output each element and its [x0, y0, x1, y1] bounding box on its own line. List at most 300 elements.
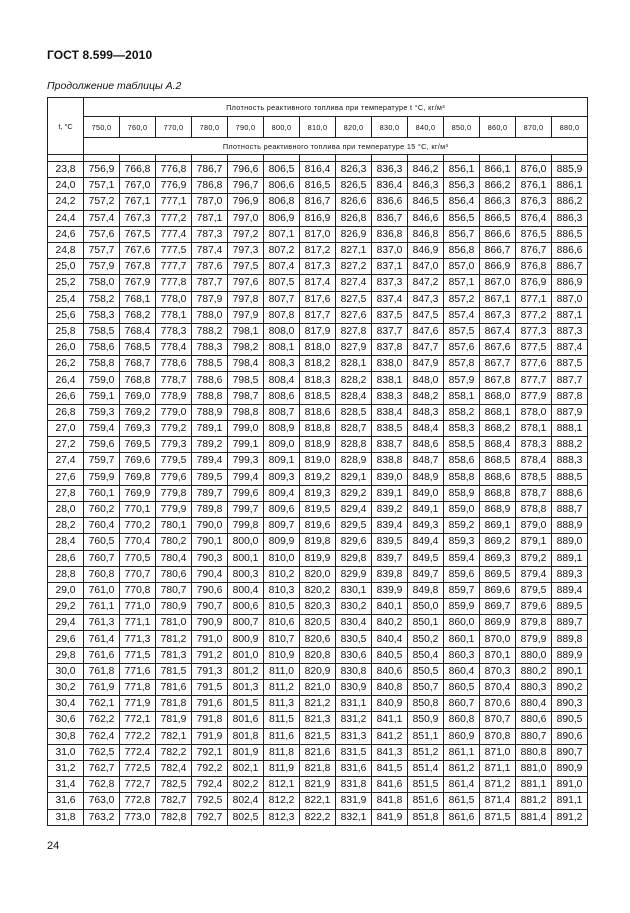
density-cell: 831,9: [336, 793, 372, 809]
density-cell: 777,7: [156, 259, 192, 275]
density-cell: 812,2: [264, 793, 300, 809]
density-cell: 879,5: [516, 582, 552, 598]
density-cell: 772,7: [120, 777, 156, 793]
density-cell: 799,7: [228, 501, 264, 517]
density-cell: 888,6: [552, 485, 588, 501]
density-cell: 866,1: [480, 162, 516, 178]
density-cell: 800,6: [228, 599, 264, 615]
density-cell: 856,3: [444, 178, 480, 194]
density-cell: 871,4: [480, 793, 516, 809]
temperature-cell: 27,4: [48, 453, 84, 469]
density-cell: 886,9: [552, 275, 588, 291]
density-cell: 880,3: [516, 680, 552, 696]
ref-density-header: 770,0: [156, 117, 192, 138]
density-cell: 850,1: [408, 615, 444, 631]
density-cell: 841,6: [372, 777, 408, 793]
density-cell: 816,5: [300, 178, 336, 194]
density-cell: 769,2: [120, 404, 156, 420]
density-cell: 820,5: [300, 615, 336, 631]
density-cell: 790,9: [192, 615, 228, 631]
table-row: [48, 615, 588, 631]
density-cell: 828,7: [336, 421, 372, 437]
density-cell: 879,4: [516, 566, 552, 582]
table-row: [48, 518, 588, 534]
density-cell: 861,5: [444, 793, 480, 809]
density-cell: 859,6: [444, 566, 480, 582]
density-cell: 857,4: [444, 307, 480, 323]
density-cell: 870,3: [480, 663, 516, 679]
table-row: [48, 242, 588, 258]
density-cell: 800,9: [228, 631, 264, 647]
density-cell: 780,9: [156, 599, 192, 615]
density-cell: 761,8: [84, 663, 120, 679]
density-cell: 846,2: [408, 162, 444, 178]
density-cell: 838,8: [372, 453, 408, 469]
density-cell: 848,2: [408, 388, 444, 404]
density-cell: 827,6: [336, 307, 372, 323]
density-cell: 818,9: [300, 437, 336, 453]
density-cell: 859,9: [444, 599, 480, 615]
density-cell: 869,6: [480, 582, 516, 598]
density-cell: 789,2: [192, 437, 228, 453]
density-cell: 831,8: [336, 777, 372, 793]
density-cell: 858,8: [444, 469, 480, 485]
density-cell: 868,8: [480, 485, 516, 501]
density-cell: 876,9: [516, 275, 552, 291]
density-cell: 799,1: [228, 437, 264, 453]
density-cell: 777,5: [156, 242, 192, 258]
density-cell: 778,4: [156, 340, 192, 356]
density-cell: 870,0: [480, 631, 516, 647]
temperature-cell: 31,4: [48, 777, 84, 793]
density-cell: 847,2: [408, 275, 444, 291]
density-cell: 790,4: [192, 566, 228, 582]
density-cell: 839,1: [372, 485, 408, 501]
density-cell: 879,9: [516, 631, 552, 647]
table-row: [48, 259, 588, 275]
density-cell: 787,7: [192, 275, 228, 291]
density-cell: 828,5: [336, 404, 372, 420]
density-cell: 867,7: [480, 356, 516, 372]
density-cell: 878,0: [516, 404, 552, 420]
temperature-cell: 30,6: [48, 712, 84, 728]
table-row: [48, 162, 588, 178]
density-cell: 819,0: [300, 453, 336, 469]
density-cell: 800,3: [228, 566, 264, 582]
density-cell: 821,6: [300, 744, 336, 760]
density-cell: 877,5: [516, 340, 552, 356]
density-cell: 821,5: [300, 728, 336, 744]
density-cell: 818,6: [300, 404, 336, 420]
density-cell: 886,5: [552, 226, 588, 242]
density-cell: 792,2: [192, 760, 228, 776]
density-cell: 850,2: [408, 631, 444, 647]
table-row: [48, 534, 588, 550]
density-cell: 771,3: [120, 631, 156, 647]
density-cell: 757,2: [84, 194, 120, 210]
density-cell: 885,9: [552, 162, 588, 178]
density-cell: 828,8: [336, 437, 372, 453]
density-cell: 847,7: [408, 340, 444, 356]
density-cell: 797,5: [228, 259, 264, 275]
density-cell: 867,4: [480, 323, 516, 339]
density-cell: 888,7: [552, 501, 588, 517]
density-cell: 760,1: [84, 485, 120, 501]
density-cell: 889,3: [552, 566, 588, 582]
density-cell: 857,0: [444, 259, 480, 275]
density-cell: 847,5: [408, 307, 444, 323]
reference-density-row: [48, 117, 588, 138]
density-cell: 878,3: [516, 437, 552, 453]
density-cell: 790,0: [192, 518, 228, 534]
density-cell: 876,3: [516, 194, 552, 210]
density-cell: 791,9: [192, 728, 228, 744]
density-cell: 840,1: [372, 599, 408, 615]
density-cell: 817,6: [300, 291, 336, 307]
density-cell: 781,0: [156, 615, 192, 631]
density-cell: 797,3: [228, 242, 264, 258]
density-cell: 820,8: [300, 647, 336, 663]
density-cell: 822,2: [300, 809, 336, 825]
density-cell: 797,9: [228, 307, 264, 323]
density-cell: 839,2: [372, 501, 408, 517]
density-cell: 817,3: [300, 259, 336, 275]
density-cell: 840,5: [372, 647, 408, 663]
density-cell: 886,6: [552, 242, 588, 258]
table-row: [48, 777, 588, 793]
density-cell: 858,6: [444, 453, 480, 469]
density-cell: 782,5: [156, 777, 192, 793]
table-row: [48, 712, 588, 728]
density-cell: 857,1: [444, 275, 480, 291]
density-cell: 760,7: [84, 550, 120, 566]
density-cell: 787,4: [192, 242, 228, 258]
density-cell: 858,9: [444, 485, 480, 501]
density-cell: 860,9: [444, 728, 480, 744]
density-cell: 809,9: [264, 534, 300, 550]
density-cell: 887,5: [552, 356, 588, 372]
density-cell: 879,2: [516, 550, 552, 566]
table-row: [48, 485, 588, 501]
density-cell: 779,5: [156, 453, 192, 469]
density-cell: 807,5: [264, 275, 300, 291]
density-cell: 773,0: [120, 809, 156, 825]
density-cell: 879,6: [516, 599, 552, 615]
density-cell: 888,1: [552, 421, 588, 437]
density-cell: 887,9: [552, 404, 588, 420]
density-cell: 829,2: [336, 485, 372, 501]
density-cell: 798,7: [228, 388, 264, 404]
density-cell: 867,3: [480, 307, 516, 323]
density-cell: 812,1: [264, 777, 300, 793]
density-cell: 846,5: [408, 194, 444, 210]
density-cell: 801,0: [228, 647, 264, 663]
density-cell: 800,4: [228, 582, 264, 598]
table-row: [48, 566, 588, 582]
density-cell: 851,5: [408, 777, 444, 793]
density-cell: 851,6: [408, 793, 444, 809]
density-cell: 779,2: [156, 421, 192, 437]
temperature-cell: 31,6: [48, 793, 84, 809]
temperature-cell: 26,8: [48, 404, 84, 420]
density-cell: 867,0: [480, 275, 516, 291]
density-cell: 758,3: [84, 307, 120, 323]
density-cell: 850,5: [408, 663, 444, 679]
temperature-cell: 27,6: [48, 469, 84, 485]
temperature-cell: 26,0: [48, 340, 84, 356]
temperature-cell: 27,2: [48, 437, 84, 453]
density-cell: 880,2: [516, 663, 552, 679]
density-cell: 871,0: [480, 744, 516, 760]
table-row: [48, 663, 588, 679]
density-cell: 880,7: [516, 728, 552, 744]
density-cell: 781,8: [156, 696, 192, 712]
density-cell: 860,4: [444, 663, 480, 679]
density-cell: 762,1: [84, 696, 120, 712]
density-cell: 769,6: [120, 453, 156, 469]
density-cell: 782,4: [156, 760, 192, 776]
density-cell: 806,8: [264, 194, 300, 210]
density-cell: 796,9: [228, 194, 264, 210]
density-cell: 817,9: [300, 323, 336, 339]
temperature-column-header: t, °C: [48, 98, 84, 155]
density-cell: 848,9: [408, 469, 444, 485]
density-cell: 796,6: [228, 162, 264, 178]
density-cell: 868,2: [480, 421, 516, 437]
density-cell: 870,7: [480, 712, 516, 728]
density-cell: 827,5: [336, 291, 372, 307]
density-cell: 769,3: [120, 421, 156, 437]
table-row: [48, 760, 588, 776]
density-cell: 777,1: [156, 194, 192, 210]
table-row: [48, 582, 588, 598]
density-cell: 826,6: [336, 194, 372, 210]
density-cell: 771,1: [120, 615, 156, 631]
density-cell: 876,0: [516, 162, 552, 178]
density-cell: 821,3: [300, 712, 336, 728]
density-cell: 777,2: [156, 210, 192, 226]
density-cell: 800,7: [228, 615, 264, 631]
density-cell: 797,8: [228, 291, 264, 307]
density-cell: 787,6: [192, 259, 228, 275]
table-row: [48, 226, 588, 242]
density-cell: 871,1: [480, 760, 516, 776]
density-cell: 839,8: [372, 566, 408, 582]
density-cell: 772,8: [120, 793, 156, 809]
density-cell: 827,1: [336, 242, 372, 258]
density-cell: 778,0: [156, 291, 192, 307]
density-cell: 832,1: [336, 809, 372, 825]
density-cell: 808,4: [264, 372, 300, 388]
density-cell: 870,8: [480, 728, 516, 744]
density-cell: 807,4: [264, 259, 300, 275]
density-cell: 791,0: [192, 631, 228, 647]
density-cell: 781,2: [156, 631, 192, 647]
density-cell: 800,0: [228, 534, 264, 550]
density-cell: 836,8: [372, 226, 408, 242]
density-cell: 850,9: [408, 712, 444, 728]
density-cell: 817,0: [300, 226, 336, 242]
density-cell: 788,3: [192, 340, 228, 356]
density-cell: 772,5: [120, 760, 156, 776]
density-cell: 820,0: [300, 566, 336, 582]
density-cell: 778,6: [156, 356, 192, 372]
density-cell: 860,3: [444, 647, 480, 663]
density-cell: 811,3: [264, 696, 300, 712]
density-cell: 839,5: [372, 534, 408, 550]
density-cell: 799,8: [228, 518, 264, 534]
density-cell: 810,9: [264, 647, 300, 663]
density-cell: 831,5: [336, 744, 372, 760]
density-cell: 847,3: [408, 291, 444, 307]
density-cell: 868,6: [480, 469, 516, 485]
density-cell: 840,8: [372, 680, 408, 696]
table-row: [48, 323, 588, 339]
density-cell: 851,4: [408, 760, 444, 776]
density-cell: 789,5: [192, 469, 228, 485]
density-cell: 791,8: [192, 712, 228, 728]
density-cell: 818,5: [300, 388, 336, 404]
table-row: [48, 340, 588, 356]
density-cell: 878,1: [516, 421, 552, 437]
density-cell: 809,3: [264, 469, 300, 485]
density-cell: 869,3: [480, 550, 516, 566]
density-cell: 810,5: [264, 599, 300, 615]
density-cell: 817,4: [300, 275, 336, 291]
density-cell: 818,2: [300, 356, 336, 372]
density-cell: 866,3: [480, 194, 516, 210]
density-cell: 830,5: [336, 631, 372, 647]
density-cell: 781,9: [156, 712, 192, 728]
density-cell: 808,9: [264, 421, 300, 437]
density-cell: 837,8: [372, 340, 408, 356]
temperature-cell: 24,2: [48, 194, 84, 210]
density-cell: 761,0: [84, 582, 120, 598]
density-cell: 848,0: [408, 372, 444, 388]
density-cell: 887,0: [552, 291, 588, 307]
density-cell: 769,0: [120, 388, 156, 404]
density-cell: 779,8: [156, 485, 192, 501]
density-cell: 888,2: [552, 437, 588, 453]
ref-density-header: 750,0: [84, 117, 120, 138]
density-cell: 767,0: [120, 178, 156, 194]
density-cell: 837,3: [372, 275, 408, 291]
density-cell: 779,0: [156, 404, 192, 420]
density-cell: 792,1: [192, 744, 228, 760]
density-cell: 782,2: [156, 744, 192, 760]
density-cell: 870,1: [480, 647, 516, 663]
density-cell: 859,4: [444, 550, 480, 566]
density-cell: 788,5: [192, 356, 228, 372]
density-cell: 881,0: [516, 760, 552, 776]
density-cell: 838,3: [372, 388, 408, 404]
density-cell: 856,1: [444, 162, 480, 178]
density-cell: 801,6: [228, 712, 264, 728]
density-cell: 760,8: [84, 566, 120, 582]
density-cell: 860,0: [444, 615, 480, 631]
density-cell: 861,1: [444, 744, 480, 760]
density-cell: 787,0: [192, 194, 228, 210]
temperature-cell: 29,0: [48, 582, 84, 598]
density-cell: 801,8: [228, 728, 264, 744]
density-cell: 888,5: [552, 469, 588, 485]
temperature-cell: 26,6: [48, 388, 84, 404]
ref-density-header: 820,0: [336, 117, 372, 138]
temperature-cell: 27,8: [48, 485, 84, 501]
density-cell: 792,7: [192, 809, 228, 825]
density-cell: 870,6: [480, 696, 516, 712]
density-cell: 830,8: [336, 663, 372, 679]
density-cell: 808,3: [264, 356, 300, 372]
density-cell: 889,5: [552, 599, 588, 615]
density-cell: 827,4: [336, 275, 372, 291]
density-cell: 878,5: [516, 469, 552, 485]
temperature-cell: 30,8: [48, 728, 84, 744]
density-at-temperature-header: Плотность реактивного топлива при температуре t °C, кг/м³: [84, 98, 588, 117]
table-row: [48, 696, 588, 712]
density-cell: 886,7: [552, 259, 588, 275]
density-cell: 761,3: [84, 615, 120, 631]
density-cell: 849,1: [408, 501, 444, 517]
temperature-cell: 29,4: [48, 615, 84, 631]
density-cell: 791,3: [192, 663, 228, 679]
density-cell: 790,6: [192, 582, 228, 598]
density-cell: 830,2: [336, 599, 372, 615]
density-cell: 819,2: [300, 469, 336, 485]
density-cell: 778,3: [156, 323, 192, 339]
density-cell: 841,1: [372, 712, 408, 728]
density-cell: 850,8: [408, 696, 444, 712]
density-cell: 881,4: [516, 809, 552, 825]
density-cell: 758,5: [84, 323, 120, 339]
density-cell: 788,9: [192, 404, 228, 420]
density-cell: 818,8: [300, 421, 336, 437]
density-cell: 768,5: [120, 340, 156, 356]
density-cell: 770,4: [120, 534, 156, 550]
density-cell: 830,1: [336, 582, 372, 598]
density-cell: 850,4: [408, 647, 444, 663]
density-cell: 796,7: [228, 178, 264, 194]
density-cell: 759,7: [84, 453, 120, 469]
density-cell: 840,2: [372, 615, 408, 631]
density-cell: 859,0: [444, 501, 480, 517]
density-cell: 819,9: [300, 550, 336, 566]
density-cell: 818,0: [300, 340, 336, 356]
density-cell: 867,8: [480, 372, 516, 388]
density-cell: 859,3: [444, 534, 480, 550]
density-cell: 881,2: [516, 793, 552, 809]
density-cell: 778,1: [156, 307, 192, 323]
density-cell: 836,3: [372, 162, 408, 178]
density-cell: 819,8: [300, 534, 336, 550]
temperature-cell: 30,2: [48, 680, 84, 696]
density-cell: 767,6: [120, 242, 156, 258]
density-cell: 841,5: [372, 760, 408, 776]
density-cell: 856,8: [444, 242, 480, 258]
density-cell: 879,1: [516, 534, 552, 550]
ref-density-header: 860,0: [480, 117, 516, 138]
density-cell: 841,9: [372, 809, 408, 825]
ref-density-header: 840,0: [408, 117, 444, 138]
density-cell: 759,6: [84, 437, 120, 453]
density-cell: 781,3: [156, 647, 192, 663]
temperature-cell: 28,6: [48, 550, 84, 566]
density-cell: 770,2: [120, 518, 156, 534]
density-cell: 786,8: [192, 178, 228, 194]
density-cell: 880,0: [516, 647, 552, 663]
density-cell: 819,5: [300, 501, 336, 517]
density-cell: 780,6: [156, 566, 192, 582]
